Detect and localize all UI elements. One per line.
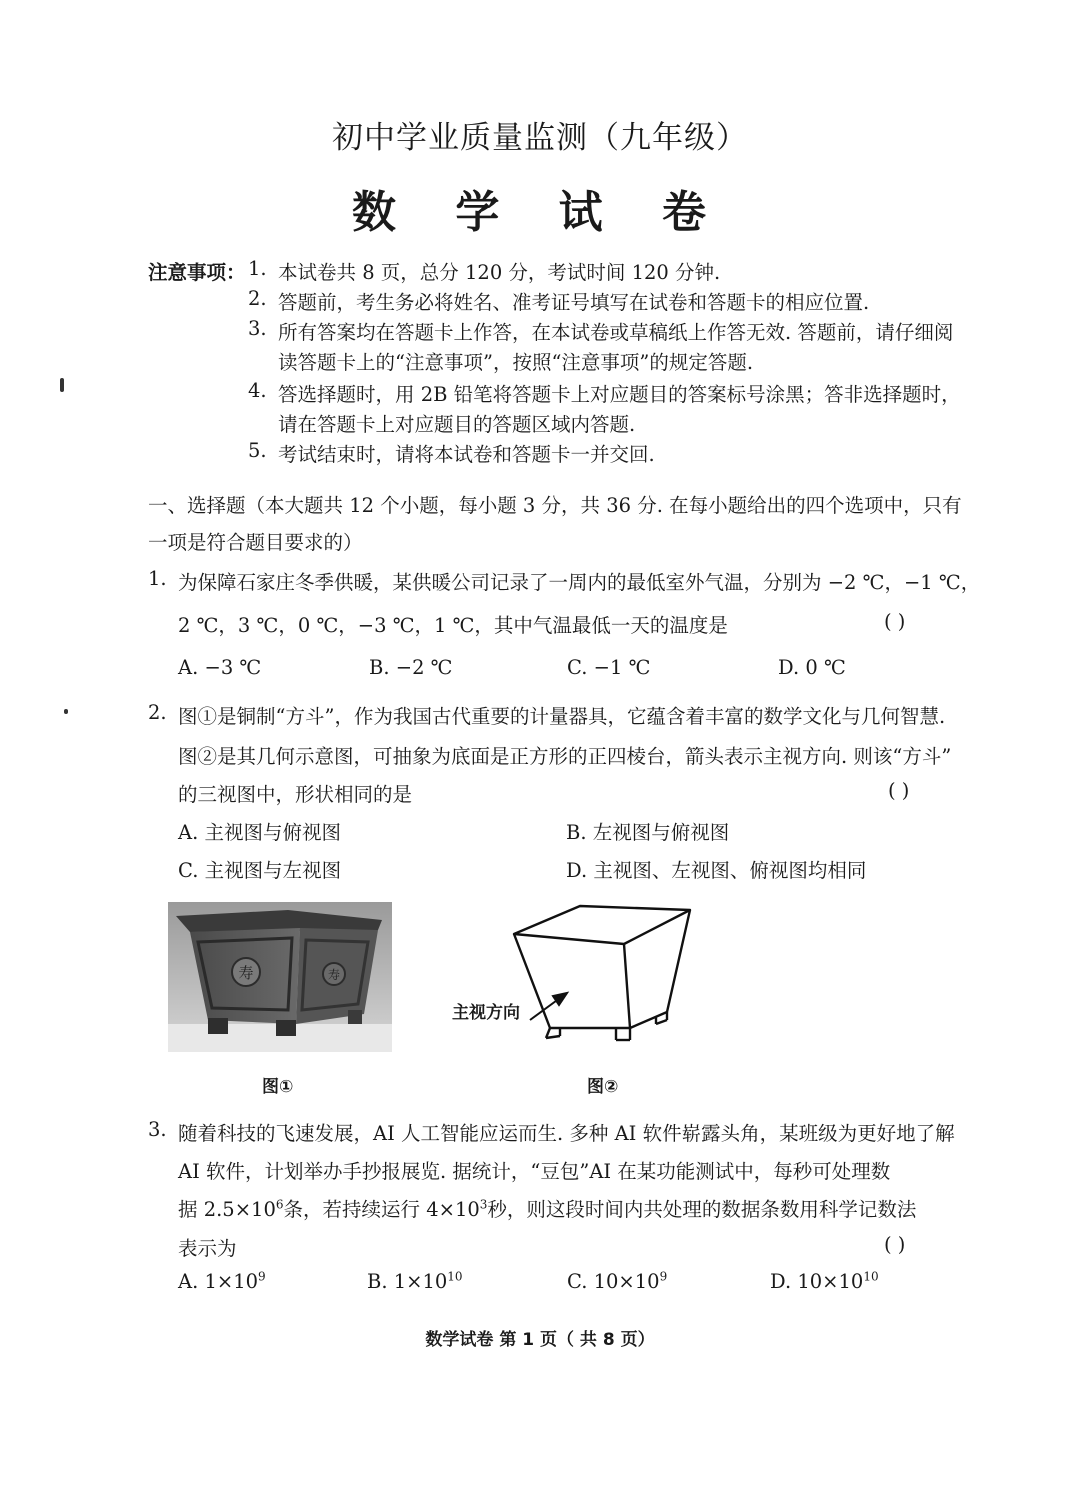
q3-stem-line-2: AI 软件，计划举办手抄报展览. 据统计，“豆包”AI 在某功能测试中，每秒可处理数 [178, 1160, 891, 1183]
q1-stem-line-2: 2 ℃，3 ℃，0 ℃，−3 ℃，1 ℃，其中气温最低一天的温度是 [178, 614, 728, 637]
q2-stem-line-1: 图①是铜制“方斗”，作为我国古代重要的计量器具，它蕴含着丰富的数学文化与几何智慧. [178, 705, 946, 728]
q3-option-a: A. $1\times 10^9$ [178, 1269, 266, 1293]
notice-item-4-num: 4. [248, 379, 267, 402]
q3-option-d: D. $10\times 10^{10}$ [770, 1269, 879, 1293]
seal-character-front: 寿 [238, 964, 254, 982]
q2-option-b: B. 左视图与俯视图 [566, 821, 730, 844]
q1-number: 1. [148, 567, 167, 590]
q2-option-c: C. 主视图与左视图 [178, 859, 342, 882]
q3-option-c: C. $10\times 10^9$ [567, 1269, 668, 1293]
figure-2-label: 图② [587, 1077, 619, 1097]
q1-option-a: A. −3 ℃ [178, 656, 262, 679]
page-footer: 数学试卷 第 1 页（ 共 8 页） [425, 1330, 655, 1350]
scan-speck [64, 709, 68, 714]
exam-subtitle: 初中学业质量监测（九年级） [332, 120, 748, 156]
q1-option-b: B. −2 ℃ [369, 656, 453, 679]
figure-1-label: 图① [262, 1077, 294, 1097]
q1-answer-blank: ( ) [884, 610, 906, 633]
q1-option-c: C. −1 ℃ [567, 656, 651, 679]
seal-character-side: 寿 [327, 968, 341, 982]
figure-1-photo [168, 902, 392, 1052]
q2-stem-line-2: 图②是其几何示意图，可抽象为底面是正方形的正四棱台，箭头表示主视方向. 则该“方斗” [178, 745, 952, 768]
frustum-top-face [514, 906, 690, 944]
notice-item-1: 本试卷共 8 页，总分 120 分，考试时间 120 分钟. [278, 261, 721, 284]
figure-2-diagram [440, 892, 710, 1062]
notice-item-3-line-2: 读答题卡上的“注意事项”，按照“注意事项”的规定答题. [278, 351, 754, 374]
notice-item-3-line-1: 所有答案均在答题卡上作答，在本试卷或草稿纸上作答无效. 答题前，请仔细阅 [278, 321, 954, 344]
exam-title: 数 学 试 卷 [352, 187, 728, 238]
q2-stem-line-3: 的三视图中，形状相同的是 [178, 783, 413, 806]
frustum-side-face [630, 910, 690, 1028]
q3-stem-line-3: 据 $2.5\times 10^6$条，若持续运行 $4\times 10^3$秒，则这段时间内共处理的数据条数用科学记数法 [178, 1197, 917, 1221]
q2-answer-blank: ( ) [888, 779, 910, 802]
q2-option-d: D. 主视图、左视图、俯视图均相同 [566, 859, 867, 882]
q3-stem-line-1: 随着科技的飞速发展，AI 人工智能应运而生. 多种 AI 软件崭露头角，某班级为更好地了解 [178, 1122, 955, 1145]
notice-item-4-line-1: 答选择题时，用 2B 铅笔将答题卡上对应题目的答案标号涂黑；答非选择题时， [278, 383, 961, 406]
notice-item-2: 答题前，考生务必将姓名、准考证号填写在试卷和答题卡的相应位置. [278, 291, 870, 314]
q1-stem-line-1: 为保障石家庄冬季供暖，某供暖公司记录了一周内的最低室外气温，分别为 −2 ℃，−1 ℃， [178, 571, 981, 594]
notice-item-5: 考试结束时，请将本试卷和答题卡一并交回. [278, 443, 655, 466]
notice-label: 注意事项： [148, 261, 246, 284]
q3-stem-line-4: 表示为 [178, 1237, 237, 1260]
section-1-heading: 一、选择题（本大题共 12 个小题，每小题 3 分，共 36 分. 在每小题给出的四个选项中，只有 [148, 494, 962, 517]
figure-2-arrow-label: 主视方向 [452, 1003, 520, 1023]
notice-item-4-line-2: 请在答题卡上对应题目的答题区域内答题. [278, 413, 636, 436]
notice-item-5-num: 5. [248, 439, 267, 462]
notice-item-2-num: 2. [248, 287, 267, 310]
view-direction-arrow [530, 993, 567, 1020]
q3-answer-blank: ( ) [884, 1233, 906, 1256]
q1-option-d: D. 0 ℃ [778, 656, 846, 679]
section-1-heading-cont: 一项是符合题目要求的） [148, 531, 363, 554]
notice-item-3-num: 3. [248, 317, 267, 340]
q2-number: 2. [148, 701, 167, 724]
scan-speck [60, 378, 64, 392]
notice-item-1-num: 1. [248, 257, 267, 280]
q3-option-b: B. $1\times 10^{10}$ [367, 1269, 463, 1293]
frustum-front-face [514, 934, 630, 1028]
q2-option-a: A. 主视图与俯视图 [178, 821, 341, 844]
q3-number: 3. [148, 1118, 167, 1141]
